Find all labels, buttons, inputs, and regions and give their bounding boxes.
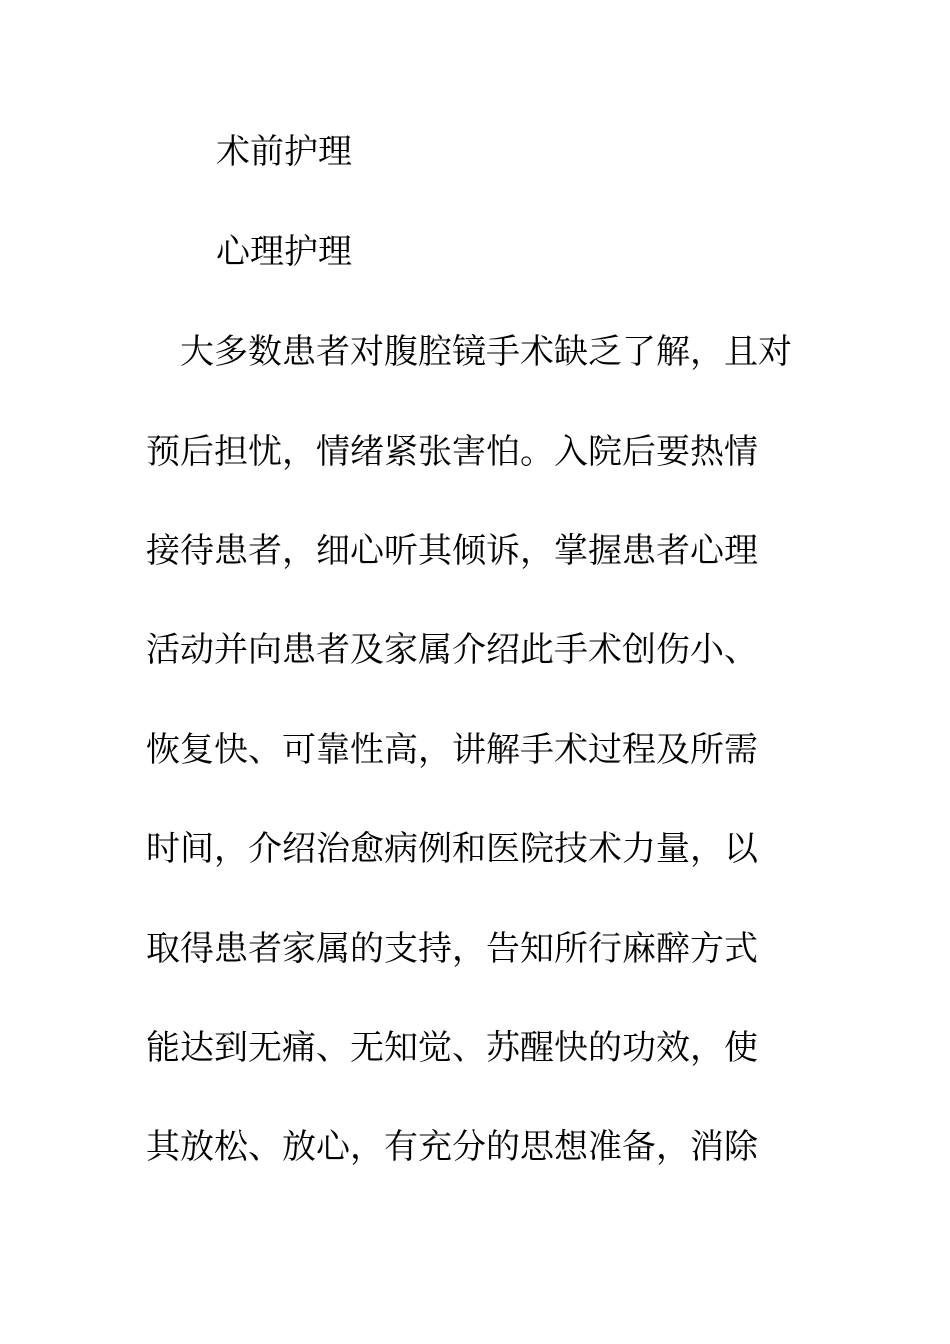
paragraph-line-8: 能达到无痛、无知觉、苏醒快的功效，使 [146,1028,758,1068]
paragraph-line-1: 大多数患者对腹腔镜手术缺乏了解，且对 [146,332,792,372]
paragraph-line-2: 预后担忧，情绪紧张害怕。入院后要热情 [146,432,758,472]
paragraph-line-5: 恢复快、可靠性高，讲解手术过程及所需 [146,730,758,770]
paragraph-line-7: 取得患者家属的支持，告知所行麻醉方式 [146,929,758,969]
section-heading-preoperative-care: 术前护理 [216,132,352,172]
paragraph-line-4: 活动并向患者及家属介绍此手术创伤小、 [146,630,758,670]
paragraph-line-6: 时间，介绍治愈病例和医院技术力量，以 [146,829,758,869]
paragraph-line-3: 接待患者，细心听其倾诉，掌握患者心理 [146,531,758,571]
paragraph-line-9: 其放松、放心，有充分的思想准备，消除 [146,1127,758,1167]
subsection-heading-psychological-care: 心理护理 [216,232,352,272]
